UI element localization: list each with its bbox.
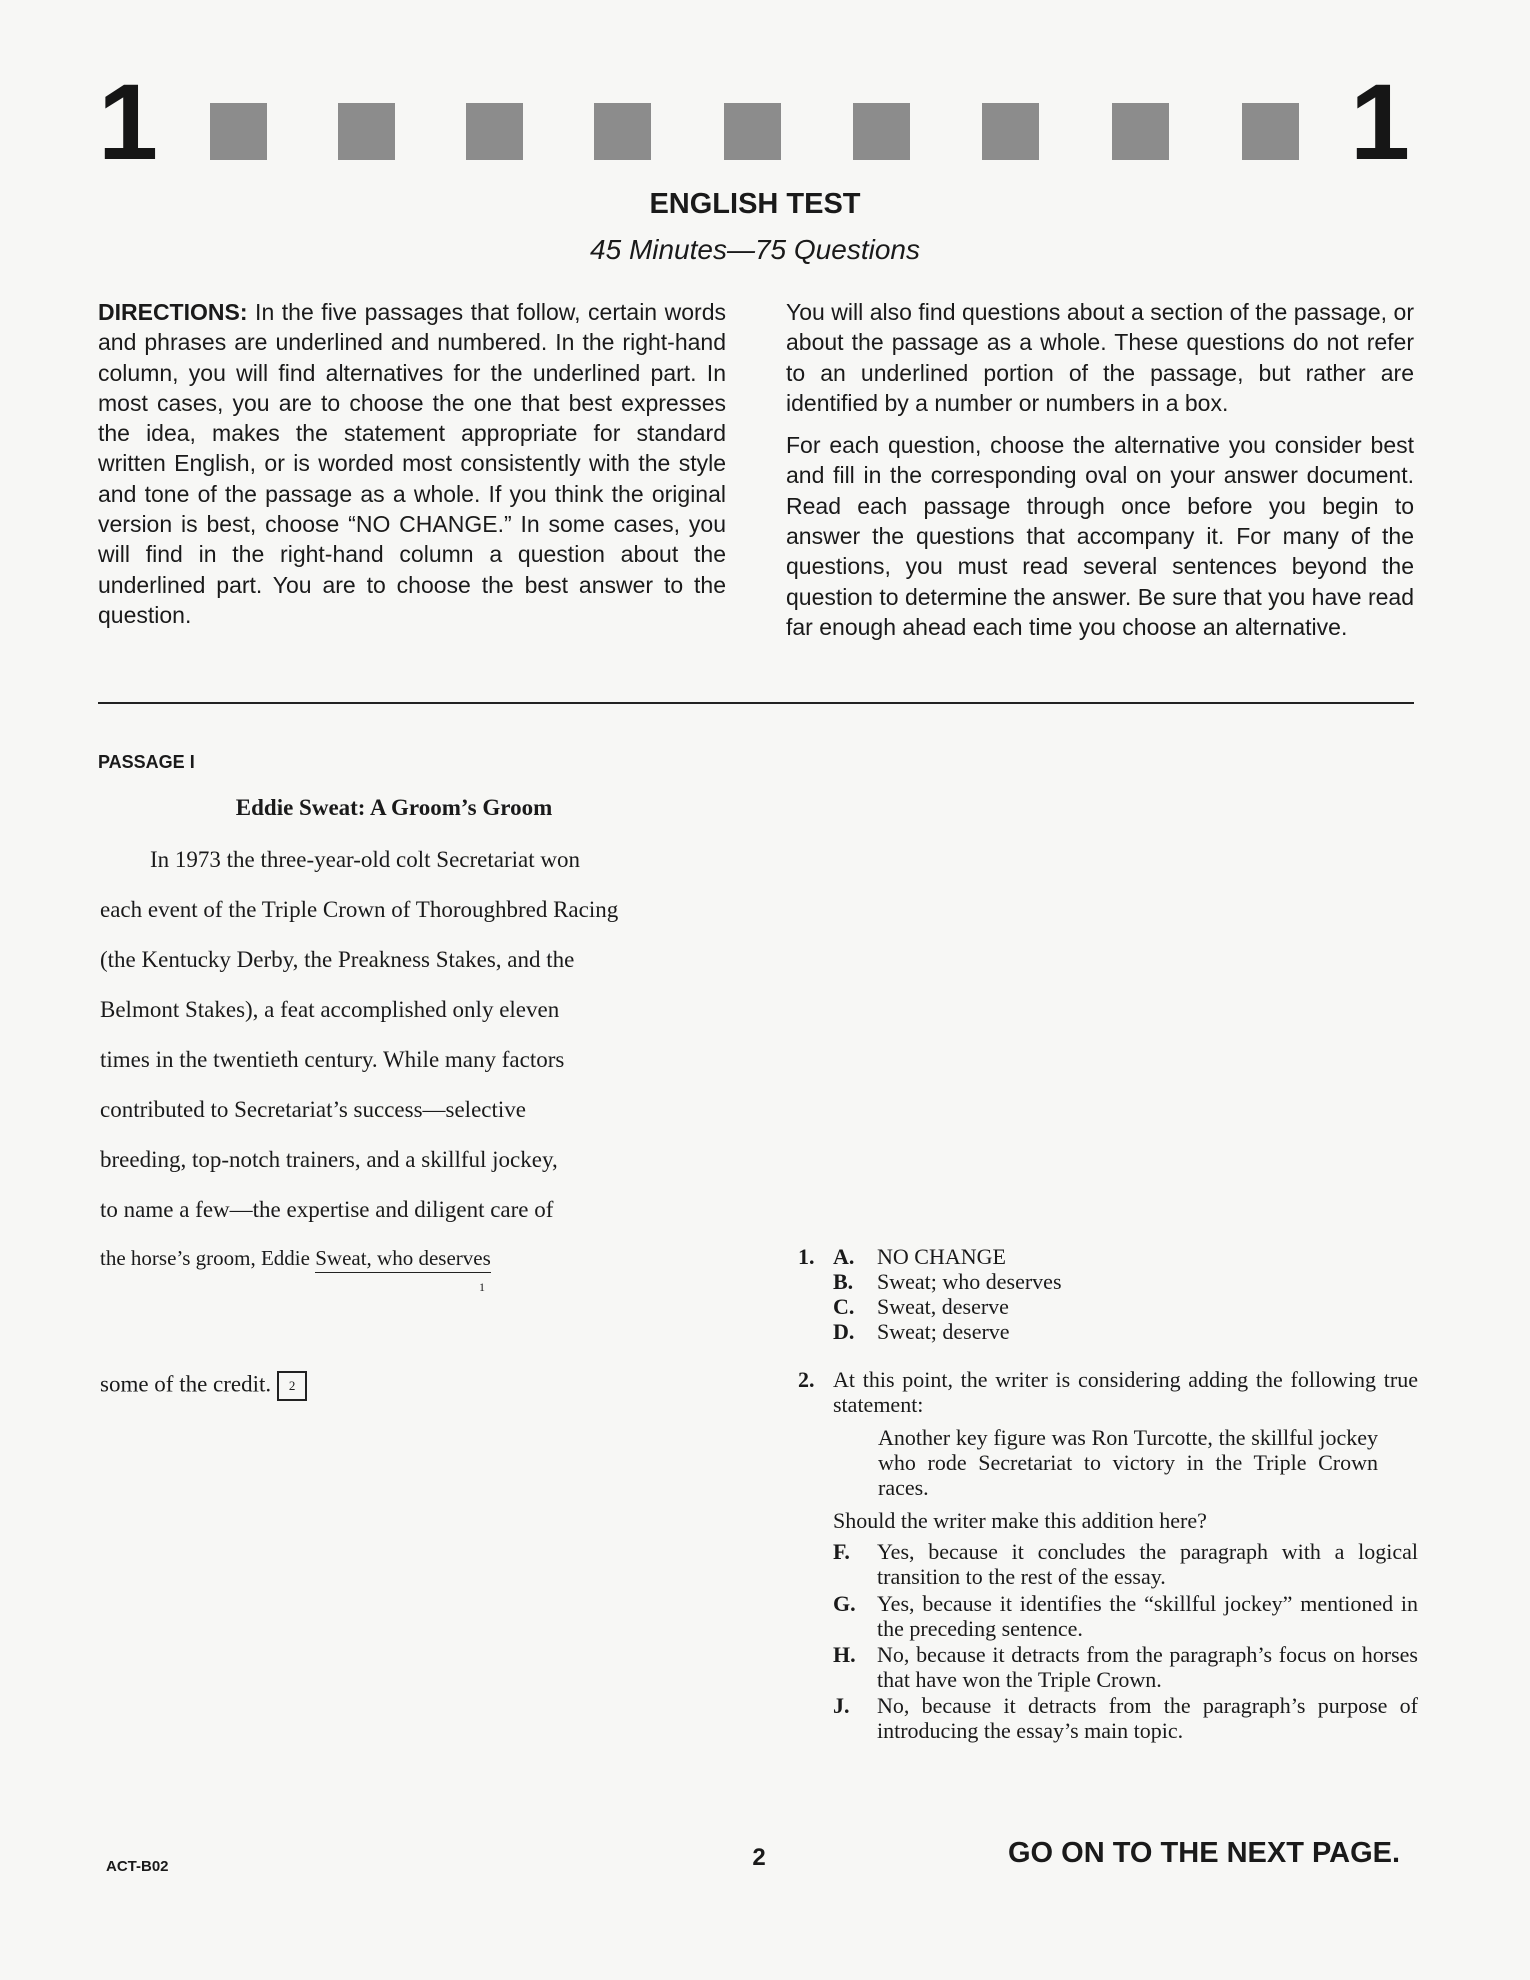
passage-text: the horse’s groom, Eddie xyxy=(100,1246,316,1270)
header-square xyxy=(338,103,395,160)
header-square xyxy=(210,103,267,160)
question-1: 1. A. NO CHANGE B. Sweat; who deserves C. Sweat, deserve D. Sweat; deserve xyxy=(798,1244,1062,1344)
passage-line: In 1973 the three-year-old colt Secretariat won xyxy=(150,847,580,872)
next-page-notice: GO ON TO THE NEXT PAGE. xyxy=(1008,1837,1401,1869)
passage-line: times in the twentieth century. While many factors xyxy=(100,1047,565,1072)
passage-line: to name a few—the expertise and diligent care of xyxy=(100,1197,554,1222)
answer-options: F. Yes, because it concludes the paragraph with a logical transition to the rest of the essay. G. Yes, because it identifies the “skillful jockey” mentioned in the preceding sentence. H. No, because it detracts from the paragraph’s focus on horses that have won the Triple Crown. J. No, because it detracts from the paragraph’s purpose of introducing the essay’s main topic. xyxy=(833,1539,1418,1743)
passage-line: breeding, top-notch trainers, and a skillful jockey, xyxy=(100,1147,558,1172)
passage-line: Belmont Stakes), a feat accomplished only eleven xyxy=(100,997,560,1022)
passage-line: each event of the Triple Crown of Thoroughbred Racing xyxy=(100,897,619,922)
question-number: 1. xyxy=(798,1244,815,1269)
passage-line: (the Kentucky Derby, the Preakness Stakes, and the xyxy=(100,947,575,972)
passage-text: some of the credit. xyxy=(100,1371,272,1397)
underlined-portion-1[interactable]: Sweat, who deserves xyxy=(315,1246,491,1273)
question-stem: At this point, the writer is considering adding the following true statement: xyxy=(833,1367,1418,1417)
page-number: 2 xyxy=(752,1844,766,1871)
section-number-right: 1 xyxy=(1350,61,1411,182)
header-square xyxy=(1112,103,1169,160)
header-square xyxy=(466,103,523,160)
directions-paragraph: You will also find questions about a section of the passage, or about the passage as a whole. These questions do not refer to an underlined portion of the passage, but rather are identified by a number or numbers in a box. xyxy=(786,299,1414,416)
header-square xyxy=(594,103,651,160)
directions-column-left xyxy=(98,297,726,642)
question-number: 2. xyxy=(798,1367,815,1392)
passage-line: contributed to Secretariat’s success—selective xyxy=(100,1097,526,1122)
header-square xyxy=(982,103,1039,160)
section-number-left: 1 xyxy=(98,61,159,182)
test-subtitle: 45 Minutes—75 Questions xyxy=(590,234,920,265)
passage-line xyxy=(100,1371,307,1401)
header-square xyxy=(1242,103,1299,160)
header-square xyxy=(724,103,781,160)
passage-title: Eddie Sweat: A Groom’s Groom xyxy=(235,795,553,820)
directions-text: In the five passages that follow, certain words and phrases are underlined and numbered. In the right-hand column, you will find alternatives for the underlined part. In most cases, you are to choose the one that best expresses the idea, makes the statement appropriate for standard written English, or is worded most consistently with the style and tone of the passage as a whole. If you think the original version is best, choose “NO CHANGE.” In some cases, you will find in the right-hand column a question about the underlined part. You are to choose the best answer to the question. xyxy=(98,299,726,628)
directions-label: DIRECTIONS: xyxy=(98,299,248,325)
question-box-number[interactable]: 2 xyxy=(277,1371,307,1401)
question-prompt: Should the writer make this addition here? xyxy=(833,1508,1207,1533)
directions-column-right xyxy=(786,297,1414,654)
question-quote: Another key figure was Ron Turcotte, the skillful jockey who rode Secretariat to victory in the Triple Crown races. xyxy=(878,1425,1378,1500)
header-square xyxy=(853,103,910,160)
question-2 xyxy=(798,1367,1418,1743)
directions-paragraph: For each question, choose the alternative you consider best and fill in the corresponding oval on your answer document. Read each passage through once before you begin to answer the questions that accompany it. For many of the questions, you must read several sentences beyond the question to determine the answer. Be sure that you have read far enough ahead each time you choose an alternative. xyxy=(786,432,1414,640)
passage-label: PASSAGE I xyxy=(98,752,195,772)
section-divider xyxy=(98,702,1414,704)
form-code: ACT-B02 xyxy=(106,1858,169,1875)
test-title: ENGLISH TEST xyxy=(649,188,861,220)
underline-number: 1 xyxy=(479,1280,485,1294)
passage-line xyxy=(100,1246,491,1273)
